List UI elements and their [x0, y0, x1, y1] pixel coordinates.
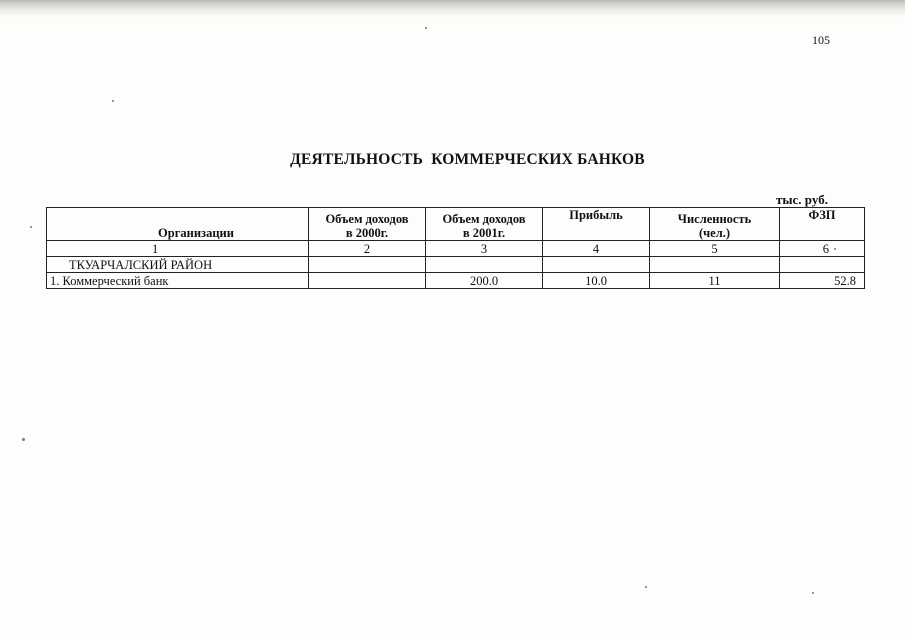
cell-fzp: 52.8 — [780, 273, 865, 289]
column-number: 6 — [780, 241, 865, 257]
table-cell — [780, 257, 865, 273]
column-number: 4 — [543, 241, 650, 257]
scan-speck — [834, 248, 836, 250]
header-income-2000: Объем доходов в 2000г. — [309, 208, 426, 241]
scan-speck — [645, 586, 647, 588]
page-number: 105 — [812, 33, 830, 47]
header-fzp: ФЗП — [780, 208, 865, 241]
column-number: 5 — [650, 241, 780, 257]
table-header-row — [47, 208, 865, 241]
scan-speck — [112, 100, 114, 102]
table-cell — [426, 257, 543, 273]
column-number: 3 — [426, 241, 543, 257]
header-profit: Прибыль — [543, 208, 650, 241]
column-number-row — [47, 241, 865, 257]
cell-profit: 10.0 — [543, 273, 650, 289]
region-name: ТКУАРЧАЛСКИЙ РАЙОН — [47, 257, 309, 273]
scan-speck — [425, 27, 427, 29]
table-cell — [650, 257, 780, 273]
banks-table — [46, 207, 865, 289]
page-title: ДЕЯТЕЛЬНОСТЬ КОММЕРЧЕСКИХ БАНКОВ — [290, 151, 645, 168]
table-cell — [309, 257, 426, 273]
cell-staff: 11 — [650, 273, 780, 289]
region-row — [47, 257, 865, 273]
scan-speck — [812, 592, 814, 594]
cell-organization: 1. Коммерческий банк — [47, 273, 309, 289]
header-organizations: Организации — [47, 208, 309, 241]
table-row — [47, 273, 865, 289]
header-income-2001: Объем доходов в 2001г. — [426, 208, 543, 241]
table-cell — [543, 257, 650, 273]
cell-income-2000 — [309, 273, 426, 289]
scan-speck — [22, 438, 25, 441]
column-number: 1 — [47, 241, 309, 257]
units-label: тыс. руб. — [776, 192, 828, 207]
cell-income-2001: 200.0 — [426, 273, 543, 289]
header-staff: Численность (чел.) — [650, 208, 780, 241]
column-number: 2 — [309, 241, 426, 257]
scan-edge-shadow — [0, 0, 905, 18]
scan-speck — [30, 226, 32, 228]
